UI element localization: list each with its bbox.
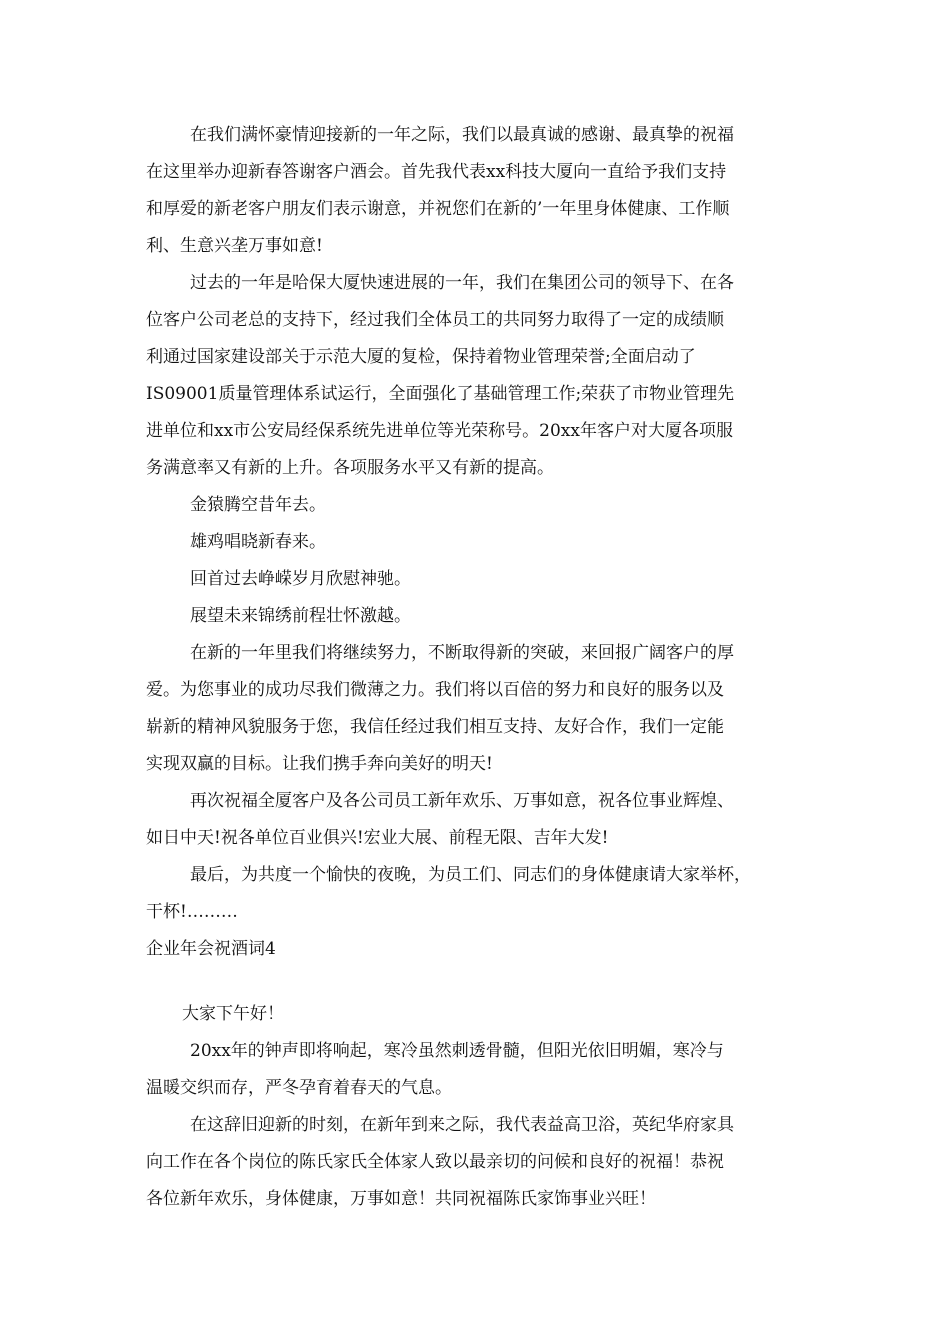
paragraph-line: 在我们满怀豪情迎接新的一年之际，我们以最真诚的感谢、最真挚的祝福 [190, 125, 734, 145]
paragraph-line: 进单位和xx市公安局经保系统先进单位等光荣称号。20xx年客户对大厦各项服 [146, 421, 733, 441]
paragraph-line: 干杯!……… [146, 902, 238, 922]
paragraph-line: 再次祝福全厦客户及各公司员工新年欢乐、万事如意，祝各位事业辉煌、 [190, 791, 734, 811]
paragraph-line: 位客户公司老总的支持下，经过我们全体员工的共同努力取得了一定的成绩顺 [146, 310, 724, 330]
paragraph-line: 温暖交织而存，严冬孕育着春天的气息。 [146, 1078, 452, 1098]
paragraph-line: 在这里举办迎新春答谢客户酒会。首先我代表xx科技大厦向一直给予我们支持 [146, 162, 727, 182]
verse-line: 回首过去峥嵘岁月欣慰神驰。 [190, 569, 411, 589]
paragraph-line: 如日中天!祝各单位百业俱兴!宏业大展、前程无限、吉年大发! [146, 828, 609, 848]
paragraph-line: 实现双赢的目标。让我们携手奔向美好的明天! [146, 754, 493, 774]
paragraph-line: 向工作在各个岗位的陈氏家氏全体家人致以最亲切的问候和良好的祝福！恭祝 [146, 1152, 724, 1172]
paragraph-line: 过去的一年是哈保大厦快速进展的一年，我们在集团公司的领导下、在各 [190, 273, 734, 293]
paragraph-line: 爱。为您事业的成功尽我们微薄之力。我们将以百倍的努力和良好的服务以及 [146, 680, 724, 700]
paragraph-line: 在这辞旧迎新的时刻，在新年到来之际，我代表益高卫浴，英纪华府家具 [190, 1115, 734, 1135]
paragraph-line: 和厚爱的新老客户朋友们表示谢意，并祝您们在新的’一年里身体健康、工作顺 [146, 199, 730, 219]
greeting-line: 大家下午好！ [182, 1004, 284, 1024]
paragraph-line: 各位新年欢乐，身体健康，万事如意！共同祝福陈氏家饰事业兴旺！ [146, 1189, 656, 1209]
paragraph-line: IS09001质量管理体系试运行，全面强化了基础管理工作;荣获了市物业管理先 [146, 384, 735, 404]
paragraph-line: 20xx年的钟声即将响起，寒冷虽然刺透骨髓，但阳光依旧明媚，寒冷与 [190, 1041, 724, 1061]
paragraph-line: 崭新的精神风貌服务于您，我信任经过我们相互支持、友好合作，我们一定能 [146, 717, 724, 737]
verse-line: 展望未来锦绣前程壮怀激越。 [190, 606, 411, 626]
verse-line: 金猿腾空昔年去。 [190, 495, 326, 515]
verse-line: 雄鸡唱晓新春来。 [190, 532, 326, 552]
paragraph-line: 务满意率又有新的上升。各项服务水平又有新的提高。 [146, 458, 554, 478]
paragraph-line: 利通过国家建设部关于示范大厦的复检，保持着物业管理荣誉;全面启动了 [146, 347, 696, 367]
section-heading: 企业年会祝酒词4 [146, 939, 276, 959]
paragraph-line: 利、生意兴垄万事如意! [146, 236, 323, 256]
paragraph-line: 最后，为共度一个愉快的夜晚，为员工们、同志们的身体健康请大家举杯， [190, 865, 751, 885]
paragraph-line: 在新的一年里我们将继续努力，不断取得新的突破，来回报广阔客户的厚 [190, 643, 734, 663]
